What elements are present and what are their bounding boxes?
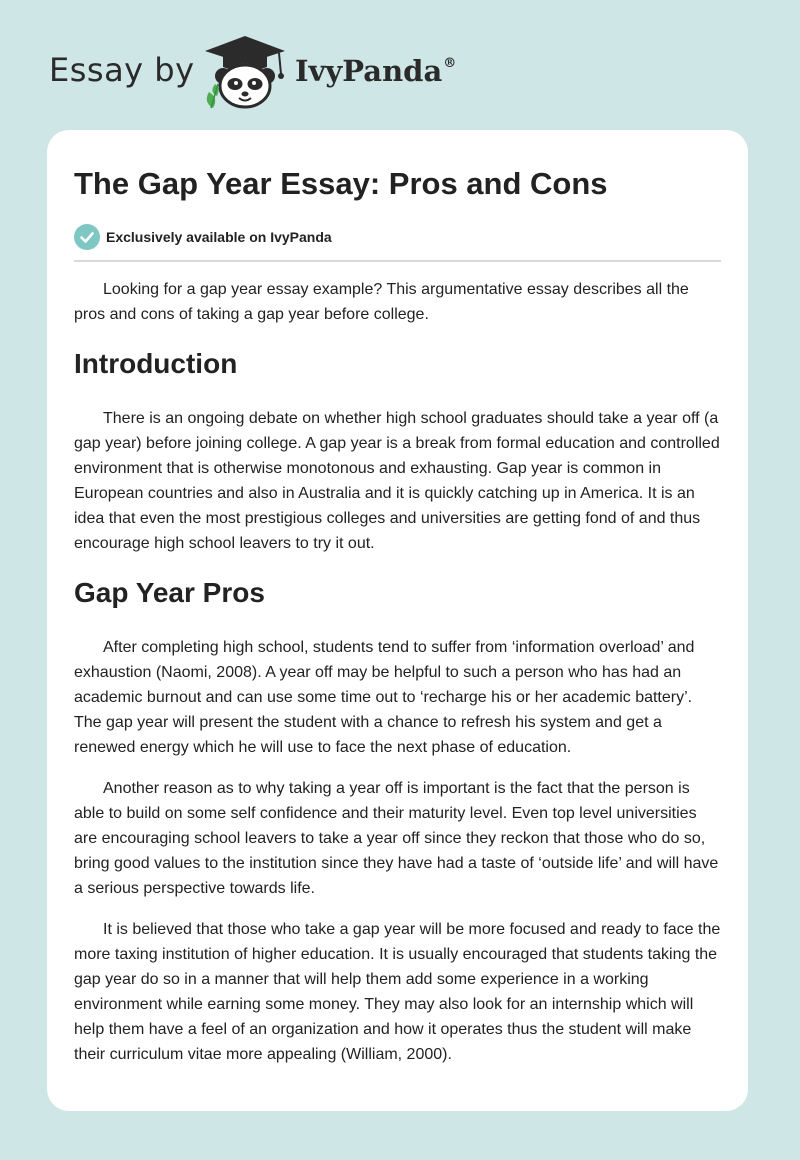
exclusive-badge [74, 224, 721, 250]
brand-name-text: IvyPanda [295, 54, 443, 88]
registered-mark: ® [443, 56, 457, 71]
section-gap-year-pros [74, 573, 721, 1067]
title-divider [74, 260, 721, 262]
section-heading-introduction: Introduction [74, 348, 238, 379]
section-introduction [74, 344, 721, 556]
essay-title: The Gap Year Essay: Pros and Cons [74, 166, 608, 201]
intro-paragraph: Looking for a gap year essay example? This argumentative essay describes all the pros and cons of taking a gap year before college. [74, 281, 689, 323]
paragraph: Another reason as to why taking a year off is important is the fact that the person is able to build on some self confidence and their maturity level. Even top level universities are encouraging school leavers to take a year off since they reckon that those who do so, bring good values to the institution since they have had a taste of ‘outside life’ and will have a serious perspective towards life. [74, 780, 719, 897]
section-heading-gap-year-pros: Gap Year Pros [74, 577, 265, 608]
paragraph: After completing high school, students tend to suffer from ‘information overload’ and exhaustion (Naomi, 2008). A year off may be helpful to such a person who has had an academic burnout and can use some time out to ‘recharge his or her academic battery’. The gap year will present the student with a chance to refresh his system and get a renewed energy which he will use to face the next phase of education. [74, 639, 695, 756]
panda-graduate-icon [201, 34, 289, 110]
exclusive-badge-label: Exclusively available on IvyPanda [106, 229, 332, 245]
check-circle-icon [74, 224, 100, 250]
brand-name [295, 54, 456, 88]
brand-header [49, 34, 509, 114]
brand-prefix: Essay by [49, 51, 195, 89]
essay-card [47, 130, 748, 1111]
paragraph: It is believed that those who take a gap year will be more focused and ready to face the more taxing institution of higher education. It is usually encouraged that students taking the gap year do so in a manner that will help them add some experience in a working environment while earning some money. They may also look for an internship which will help them have a feel of an organization and how it operates thus the student will make their curriculum vitae more appealing (William, 2000). [74, 921, 721, 1063]
paragraph: There is an ongoing debate on whether high school graduates should take a year off (a gap year) before joining college. A gap year is a break from formal education and controlled environment that is otherwise monotonous and exhausting. Gap year is common in European countries and also in Australia and it is quickly catching up in America. It is an idea that even the most prestigious colleges and universities are getting fond of and thus encourage high school leavers to try it out. [74, 410, 720, 552]
